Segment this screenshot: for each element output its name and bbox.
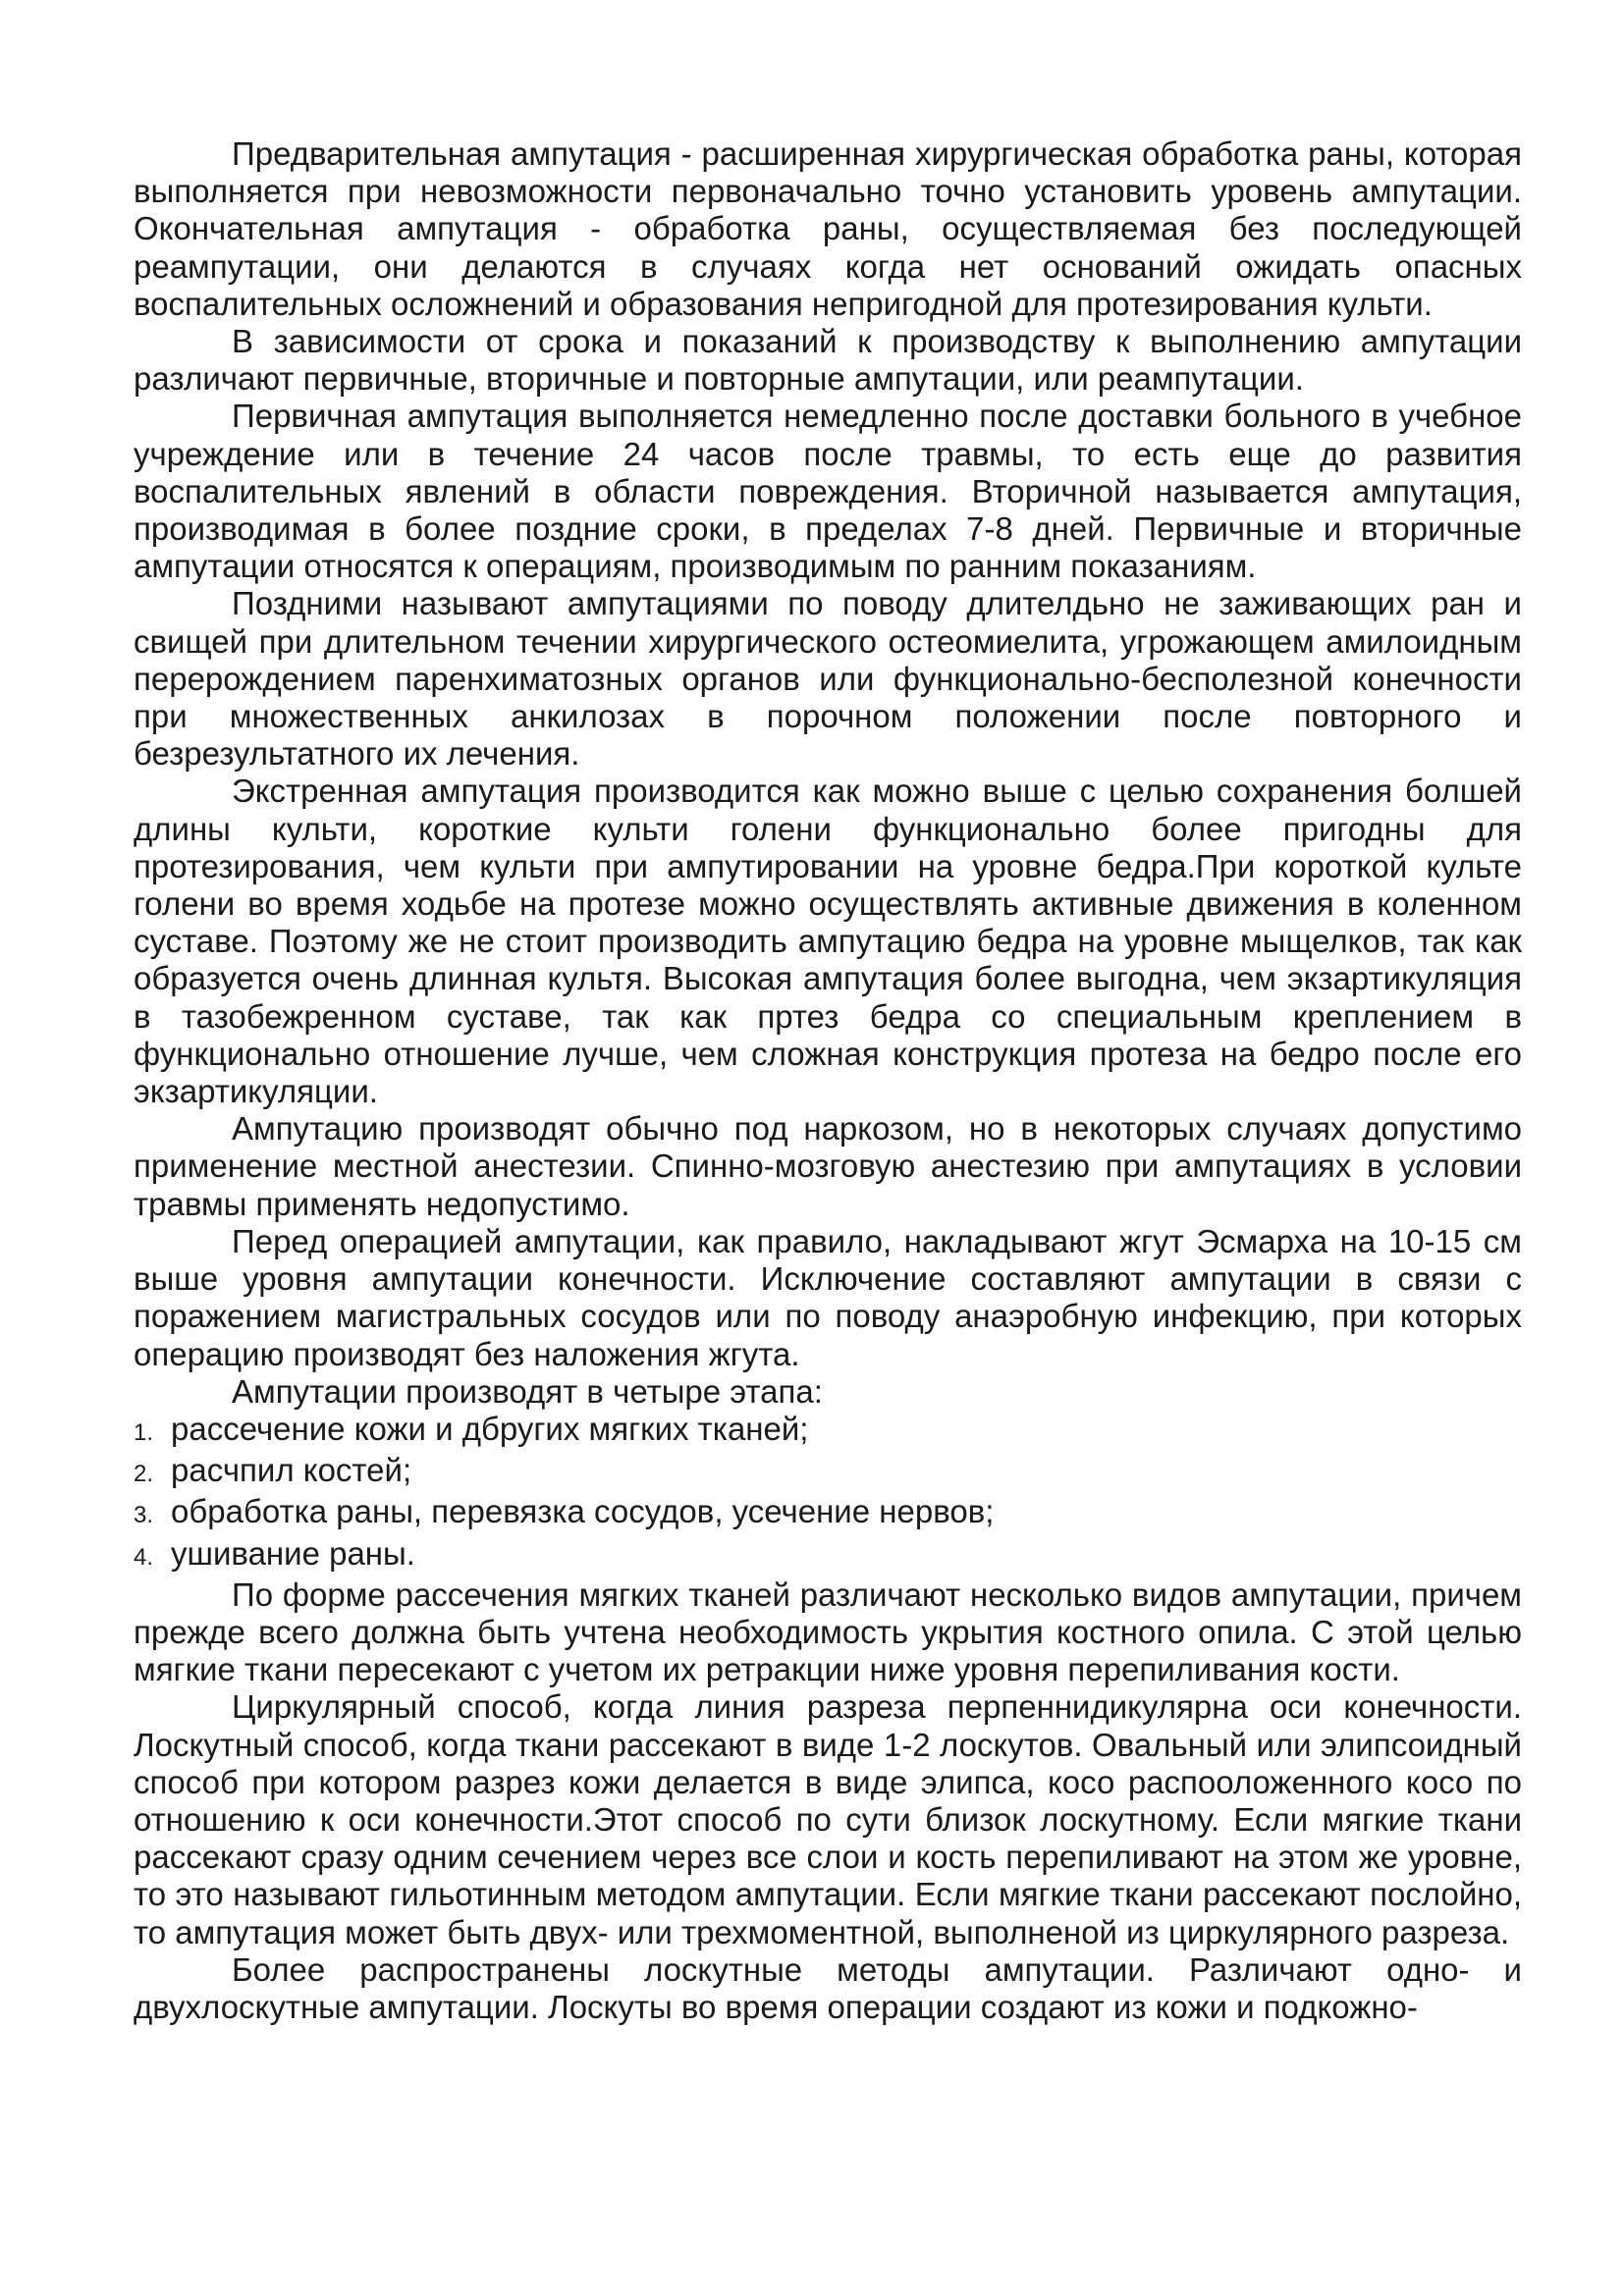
list-item <box>134 1493 1522 1534</box>
list-item <box>134 1411 1522 1452</box>
list-number: 2. <box>134 1461 154 1488</box>
list-number: 3. <box>134 1502 154 1529</box>
steps-list <box>134 1411 1522 1576</box>
list-item <box>134 1452 1522 1493</box>
paragraph: Экстренная ампутация производится как можно выше с целью сохранения болшей длины культи, короткие культи голени функционально более пригодны для протезирования, чем культи при ампутировании на уровне бедра.При короткой культе голени во время ходьбе на протезе можно осуществлять активные движения в коленном суставе. Поэтому же не стоит производить ампутацию бедра на уровне мыщелков, так как образуется очень длинная культя. Высокая ампутация более выгодна, чем экзартикуляция в тазобежренном суставе, так как пртез бедра со специальным креплением в функционально отношение лучше, чем сложная конструкция протеза на бедро после его экзартикуляции. <box>134 773 1522 1110</box>
paragraph: Первичная ампутация выполняется немедленно после доставки больного в учебное учреждение или в течение 24 часов после травмы, то есть еще до развития воспалительных явлений в области повреждения. Вторичной называется ампутация, производимая в более поздние сроки, в пределах 7-8 дней. Первичные и вторичные ампутации относятся к операциям, производимым по ранним показаниям. <box>134 398 1522 585</box>
paragraph: По форме рассечения мягких тканей различают несколько видов ампутации, причем прежде всего должна быть учтена необходимость укрытия костного опила. С этой целью мягкие ткани пересекают с учетом их ретракции ниже уровня перепиливания кости. <box>134 1575 1522 1688</box>
list-number: 4. <box>134 1543 154 1571</box>
list-item-text: расчпил костей; <box>171 1452 412 1489</box>
paragraph: Циркулярный способ, когда линия разреза перпеннидикулярна оси конечности. Лоскутный способ, когда ткани рассекают в виде 1-2 лоскутов. Овальный или элипсоидный способ при котором разрез кожи делается в виде элипса, косо распооложенного косо по отношению к оси конечности.Этот способ по сути близок лоскутному. Если мягкие ткани рассекают сразу одним сечением через все слои и кость перепиливают на этом же уровне, то это называют гильотинным методом ампутации. Если мягкие ткани рассекают послойно, то ампутация может быть двух- или трехмоментной, выполненой из циркулярного разреза. <box>134 1688 1522 1950</box>
list-item-text: обработка раны, перевязка сосудов, усечение нервов; <box>171 1493 995 1530</box>
paragraph: Более распространены лоскутные методы ампутации. Различают одно- и двухлоскутные ампутации. Лоскуты во время операции создают из кожи и подкожно- <box>134 1950 1522 2025</box>
paragraph: В зависимости от срока и показаний к производству к выполнению ампутации различают первичные, вторичные и повторные ампутации, или реампутации. <box>134 323 1522 398</box>
list-item <box>134 1535 1522 1576</box>
paragraph: Ампутацию производят обычно под наркозом, но в некоторых случаях допустимо применение местной анестезии. Спинно-мозговую анестезию при ампутациях в условии травмы применять недопустимо. <box>134 1110 1522 1222</box>
list-item-text: ушивание раны. <box>171 1534 415 1572</box>
list-intro: Ампутации производят в четыре этапа: <box>232 1372 823 1410</box>
paragraph: Предварительная ампутация - расширенная хирургическая обработка раны, которая выполняется при невозможности первоначально точно установить уровень ампутации. Окончательная ампутация - обработка раны, осуществляемая без последующей реампутации, они делаются в случаях когда нет оснований ожидать опасных воспалительных осложнений и образования непригодной для протезирования культи. <box>134 135 1522 322</box>
paragraph: Перед операцией ампутации, как правило, накладывают жгут Эсмарха на 10-15 см выше уровня ампутации конечности. Исключение составляют ампутации в связи с поражением магистральных сосудов или по поводу анаэробную инфекцию, при которых операцию производят без наложения жгута. <box>134 1222 1522 1372</box>
list-item-text: рассечение кожи и дбругих мягких тканей; <box>171 1410 809 1447</box>
paragraph: Поздними называют ампутациями по поводу длителдьно не заживающих ран и свищей при длительном течении хирургического остеомиелита, угрожающем амилоидным перерождением паренхиматозных органов или функционально-бесполезной конечности при множественных анкилозах в порочном положении после повторного и безрезультатного их лечения. <box>134 585 1522 773</box>
list-number: 1. <box>134 1418 154 1446</box>
